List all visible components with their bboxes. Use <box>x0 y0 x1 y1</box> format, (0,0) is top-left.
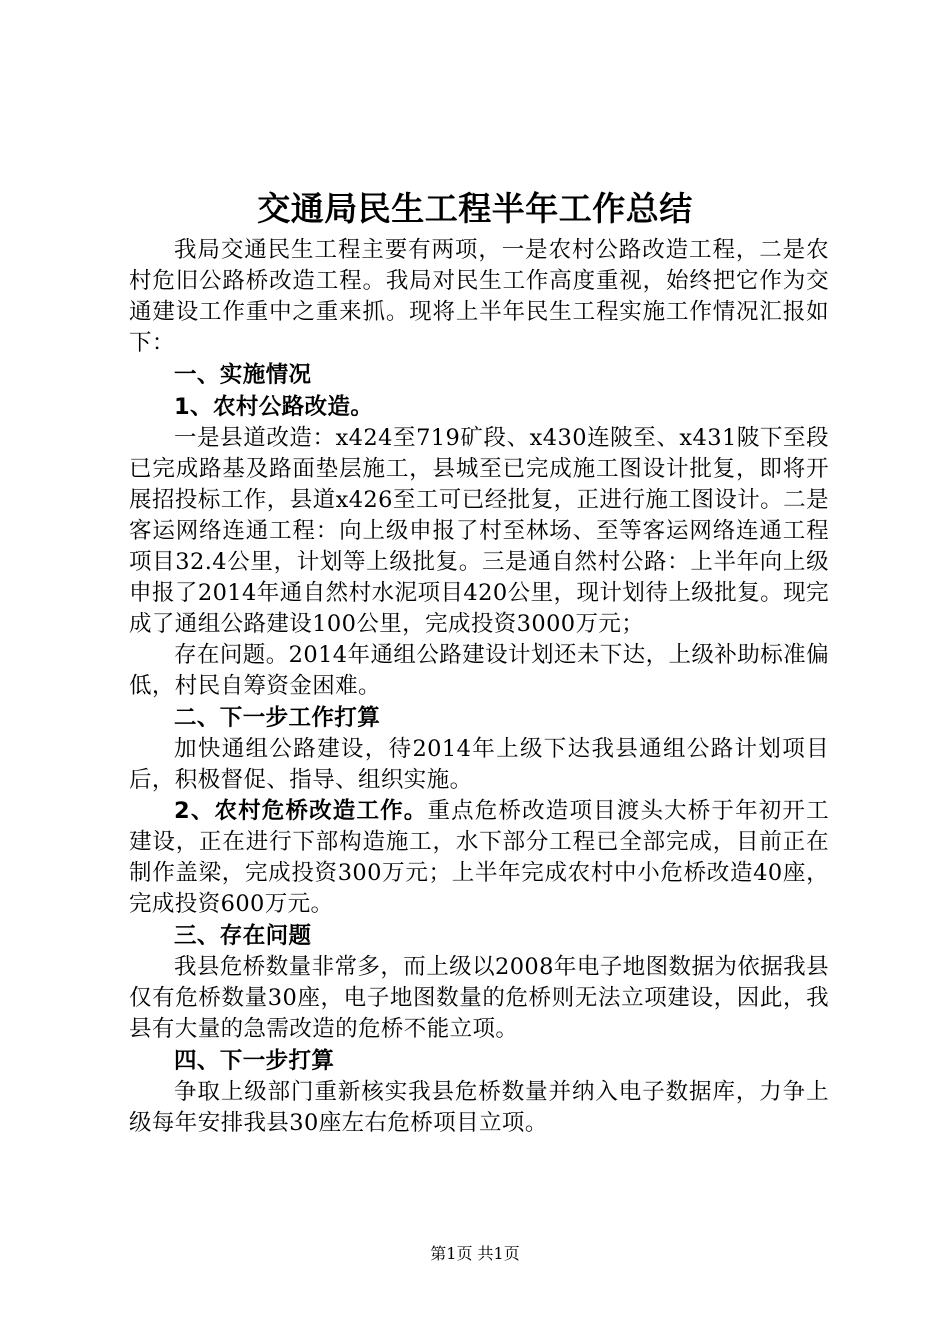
bridge-lead-heading: 2、农村危桥改造工作。 <box>174 798 428 824</box>
bridge-paragraph <box>129 796 829 920</box>
next-steps-paragraph: 加快通组公路建设，待2014年上级下达我县通组公路计划项目后，积极督促、指导、组织实施。 <box>129 736 829 793</box>
section-heading-next-plan: 四、下一步打算 <box>174 1048 335 1074</box>
rural-roads-paragraph: 一是县道改造：x424至719矿段、x430连陂至、x431陂下至段已完成路基及路面垫层施工，县城至已完成施工图设计批复，即将开展招投标工作，县道x426至工可已经批复，正进行施工图设计。二是客运网络连通工程：向上级申报了村至林场、至等客运网络连通工程项目32.4公里，计划等上级批复。三是通自然村公路：上半年向上级申报了2014年通自然村水泥项目420公里，现计划待上级批复。现完成了通组公路建设100公里，完成投资3000万元； <box>129 425 829 637</box>
intro-paragraph: 我局交通民生工程主要有两项，一是农村公路改造工程，二是农村危旧公路桥改造工程。我局对民生工作高度重视，始终把它作为交通建设工作重中之重来抓。现将上半年民生工程实施工作情况汇报如下： <box>129 237 829 356</box>
section-heading-problems: 三、存在问题 <box>174 923 312 949</box>
section-heading-implementation: 一、实施情况 <box>174 362 312 388</box>
document-title: 交通局民生工程半年工作总结 <box>257 189 693 228</box>
next-plan-paragraph: 争取上级部门重新核实我县危桥数量并纳入电子数据库，力争上级每年安排我县30座左右危桥项目立项。 <box>129 1079 829 1136</box>
rural-roads-problems-paragraph: 存在问题。2014年通组公路建设计划还未下达，上级补助标准偏低，村民自筹资金困难。 <box>129 642 829 699</box>
subsection-heading-rural-roads: 1、农村公路改造。 <box>174 394 374 420</box>
document-body <box>129 235 829 1139</box>
page-number-footer: 第1页 共1页 <box>430 1244 520 1263</box>
section-heading-next-steps: 二、下一步工作打算 <box>174 705 381 731</box>
bridge-text: 重点危桥改造项目渡头大桥于年初开工建设，正在进行下部构造施工，水下部分工程已全部完成，目前正在制作盖梁，完成投资300万元；上半年完成农村中小危桥改造40座，完成投资600万元。 <box>129 798 829 917</box>
problems-paragraph: 我县危桥数量非常多，而上级以2008年电子地图数据为依据我县仅有危桥数量30座，电子地图数量的危桥则无法立项建设，因此，我县有大量的急需改造的危桥不能立项。 <box>129 954 829 1042</box>
